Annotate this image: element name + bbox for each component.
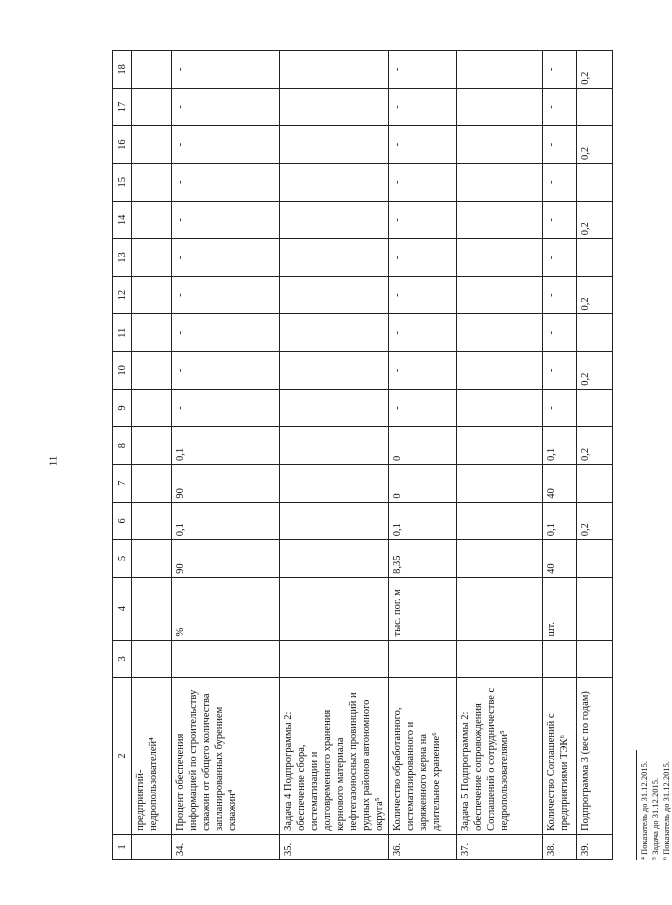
column-header-3: 3	[113, 640, 132, 678]
column-header-18: 18	[113, 51, 132, 89]
table-cell: 38.	[543, 834, 577, 859]
table-cell	[389, 640, 457, 678]
column-header-17: 17	[113, 88, 132, 126]
table-cell: 0,2	[577, 51, 613, 89]
table-cell	[132, 314, 172, 352]
table-row	[132, 51, 172, 860]
table-cell: -	[543, 276, 577, 314]
table-row	[280, 51, 389, 860]
table-cell	[543, 640, 577, 678]
table-cell: 40	[543, 540, 577, 578]
table-cell: Подпрограмма 3 (вес по годам)	[577, 678, 613, 835]
table-cell: -	[389, 276, 457, 314]
table-cell	[577, 88, 613, 126]
table-cell: 0,2	[577, 352, 613, 390]
table-cell: -	[172, 314, 280, 352]
footnote-6: ⁶ Показатель до 31.12.2015.	[661, 761, 671, 860]
footnote-5: ⁵ Задача до 31.12.2015.	[650, 777, 660, 860]
table-cell: -	[543, 51, 577, 89]
table-cell	[577, 640, 613, 678]
table-cell	[280, 389, 389, 427]
table-cell: -	[543, 239, 577, 277]
table-cell	[457, 389, 543, 427]
table-cell	[457, 163, 543, 201]
table-cell: 34.	[172, 834, 280, 859]
table-cell	[457, 314, 543, 352]
table-cell: 39.	[577, 834, 613, 859]
table-cell: Задача 5 Подпрограммы 2: обеспечение сопровождения Соглашений о сотрудничестве с недропользователями⁵	[457, 678, 543, 835]
column-header-14: 14	[113, 201, 132, 239]
table-cell	[132, 163, 172, 201]
table-cell	[457, 540, 543, 578]
column-header-11: 11	[113, 314, 132, 352]
table-cell	[132, 88, 172, 126]
table-cell: -	[389, 352, 457, 390]
table-cell: 0,1	[172, 427, 280, 465]
table-cell	[457, 276, 543, 314]
table-cell	[577, 464, 613, 502]
column-header-16: 16	[113, 126, 132, 164]
table-cell: 36.	[389, 834, 457, 859]
column-header-2: 2	[113, 678, 132, 835]
table-cell: 0	[389, 464, 457, 502]
table-cell	[280, 502, 389, 540]
footnote-rule	[636, 750, 637, 860]
column-header-8: 8	[113, 427, 132, 465]
table-cell	[280, 51, 389, 89]
table-cell: -	[543, 163, 577, 201]
column-header-15: 15	[113, 163, 132, 201]
table-cell	[457, 577, 543, 640]
column-header-9: 9	[113, 389, 132, 427]
table-cell	[280, 640, 389, 678]
table-cell	[457, 352, 543, 390]
table-cell	[132, 389, 172, 427]
column-header-5: 5	[113, 540, 132, 578]
table-cell: 0,1	[389, 502, 457, 540]
table-cell	[457, 427, 543, 465]
indicator-table	[112, 50, 613, 860]
table-cell	[577, 540, 613, 578]
table-cell	[280, 352, 389, 390]
page-number: 11	[47, 455, 60, 467]
table-cell: -	[543, 201, 577, 239]
table-cell: 37.	[457, 834, 543, 859]
column-header-6: 6	[113, 502, 132, 540]
header-row	[113, 51, 132, 860]
footnotes	[636, 50, 672, 860]
table-cell: -	[389, 389, 457, 427]
table-cell	[280, 126, 389, 164]
table-cell: -	[389, 51, 457, 89]
column-header-4: 4	[113, 577, 132, 640]
column-header-12: 12	[113, 276, 132, 314]
table-cell	[132, 51, 172, 89]
table-cell	[132, 352, 172, 390]
table-cell: Количество Соглашений с предприятиями ТЭК⁶	[543, 678, 577, 835]
table-cell	[577, 577, 613, 640]
table-cell	[577, 314, 613, 352]
table-cell: 0,1	[543, 427, 577, 465]
table-cell: -	[172, 352, 280, 390]
table-cell	[280, 88, 389, 126]
table-cell	[457, 51, 543, 89]
table-cell	[577, 163, 613, 201]
table-cell: -	[389, 163, 457, 201]
table-cell: -	[389, 88, 457, 126]
table-cell: -	[389, 201, 457, 239]
table-cell: Количество обработанного, систематизированного и заряженного керна на длительное хранение⁶	[389, 678, 457, 835]
table-cell: -	[172, 239, 280, 277]
table-cell	[577, 389, 613, 427]
table-cell: -	[172, 163, 280, 201]
table-cell	[172, 640, 280, 678]
table-cell	[132, 126, 172, 164]
table-cell: -	[543, 314, 577, 352]
table-cell: 40	[543, 464, 577, 502]
table-cell: тыс. пог. м	[389, 577, 457, 640]
table-cell: -	[172, 201, 280, 239]
table-cell	[132, 577, 172, 640]
table-cell: -	[389, 314, 457, 352]
table-cell	[132, 640, 172, 678]
table-cell: -	[172, 389, 280, 427]
table-cell: 0,1	[543, 502, 577, 540]
column-header-13: 13	[113, 239, 132, 277]
table-cell: 0,2	[577, 126, 613, 164]
table-cell: -	[543, 389, 577, 427]
table-cell: 90	[172, 540, 280, 578]
table-cell	[280, 314, 389, 352]
table-cell: -	[172, 88, 280, 126]
table-cell: -	[389, 126, 457, 164]
table-cell: 0,2	[577, 427, 613, 465]
rotated-table-area	[112, 50, 671, 860]
table-cell	[457, 126, 543, 164]
table-cell: %	[172, 577, 280, 640]
table-cell	[132, 276, 172, 314]
table-cell: 8,35	[389, 540, 457, 578]
table-cell: 0,2	[577, 201, 613, 239]
table-cell	[132, 464, 172, 502]
table-cell	[577, 239, 613, 277]
table-cell: Процент обеспечения информацией по строительству скважин от общего количества запланированных бурением скважин⁴	[172, 678, 280, 835]
table-row	[172, 51, 280, 860]
table-cell: -	[172, 276, 280, 314]
table-cell	[280, 577, 389, 640]
table-cell	[280, 464, 389, 502]
table-cell: 35.	[280, 834, 389, 859]
table-cell: 0	[389, 427, 457, 465]
table-cell	[132, 540, 172, 578]
table-cell	[132, 834, 172, 859]
table-cell	[280, 427, 389, 465]
table-cell: -	[543, 88, 577, 126]
table-cell: предприятий-недропользователей⁴	[132, 678, 172, 835]
table-cell: -	[389, 239, 457, 277]
footnote-4: ⁴ Показатель до 31.12.2015.	[639, 761, 649, 860]
table-cell	[457, 239, 543, 277]
column-header-1: 1	[113, 834, 132, 859]
table-cell	[457, 201, 543, 239]
table-cell: -	[543, 352, 577, 390]
table-cell: 0,1	[172, 502, 280, 540]
table-cell: -	[172, 126, 280, 164]
table-cell	[457, 502, 543, 540]
table-cell: 90	[172, 464, 280, 502]
table-cell	[132, 201, 172, 239]
table-cell: 0,2	[577, 276, 613, 314]
table-row	[389, 51, 457, 860]
table-row	[543, 51, 577, 860]
table-cell	[132, 427, 172, 465]
table-cell	[457, 464, 543, 502]
table-cell: -	[543, 126, 577, 164]
column-header-10: 10	[113, 352, 132, 390]
table-cell: 0,2	[577, 502, 613, 540]
table-row	[577, 51, 613, 860]
table-cell	[457, 640, 543, 678]
table-cell	[280, 201, 389, 239]
table-cell: шт.	[543, 577, 577, 640]
table-cell	[280, 163, 389, 201]
table-cell: -	[172, 51, 280, 89]
table-cell	[457, 88, 543, 126]
table-cell	[132, 502, 172, 540]
table-cell	[280, 239, 389, 277]
table-cell: Задача 4 Подпрограммы 2: обеспечение сбора, систематизации и долговременного хранения кернового материала нефтегазоносных провинций и рудных районов автономного округа⁵	[280, 678, 389, 835]
table-cell	[280, 276, 389, 314]
column-header-7: 7	[113, 464, 132, 502]
table-cell	[280, 540, 389, 578]
table-row	[457, 51, 543, 860]
table-cell	[132, 239, 172, 277]
